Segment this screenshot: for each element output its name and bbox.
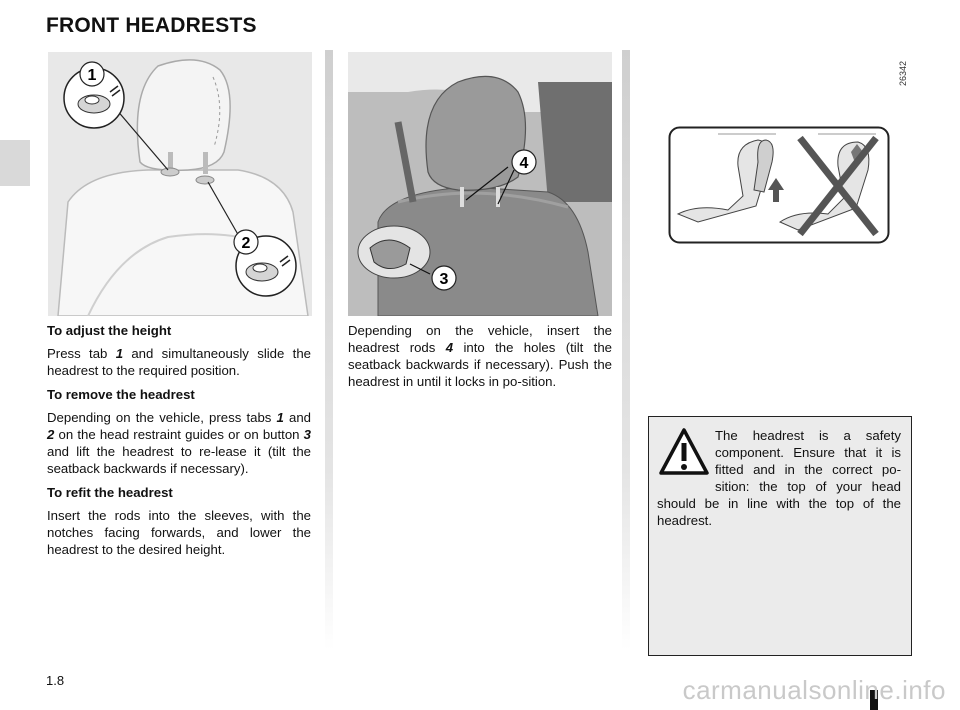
svg-text:1: 1	[87, 67, 97, 84]
figure-3-headrest-position	[668, 126, 890, 244]
remove-headrest-paragraph: Depending on the vehicle, press tabs 1 and 2 on the head restraint guides or on button 3 and lift the headrest to re-lease it (tilt the seatback backwards if necessary).	[47, 410, 311, 476]
svg-text:2: 2	[241, 235, 251, 252]
refit-headrest-paragraph: Insert the rods into the sleeves, with the notches facing forwards, and lower the headrest to the desired height.	[47, 508, 311, 557]
insert-rods-paragraph: Depending on the vehicle, insert the headrest rods 4 into the holes (tilt the seatback backwards if necessary). Push the headrest in until it locks in po-sition.	[348, 323, 612, 389]
callout-4	[512, 150, 536, 174]
figure-1-headrest-tabs	[48, 52, 312, 316]
svg-text:4: 4	[519, 155, 529, 172]
chapter-tab-marker	[0, 140, 30, 186]
adjust-height-paragraph: Press tab 1 and simultaneously slide the headrest to the required position.	[47, 346, 311, 378]
warning-text: The headrest is a safety component. Ensure that it is fitted and in the correct po-sition: the top of your head should be in line with the top of the headrest.	[657, 428, 901, 528]
svg-text:3: 3	[439, 271, 449, 288]
remove-headrest-heading: To remove the headrest	[47, 387, 195, 402]
callout-1	[80, 62, 104, 86]
left-column-text	[47, 322, 311, 565]
warning-box	[648, 416, 912, 656]
page-title: FRONT HEADRESTS	[46, 14, 257, 37]
adjust-height-heading: To adjust the height	[47, 323, 172, 338]
figure-3-code: 26342	[898, 60, 908, 86]
watermark: carmanualsonline.info	[682, 675, 946, 705]
column-divider-left	[325, 50, 333, 650]
page-number: 1.8	[46, 673, 65, 688]
callout-2	[234, 230, 258, 254]
column-divider-right	[622, 50, 630, 650]
middle-column-text	[348, 322, 612, 397]
callout-3	[432, 266, 456, 290]
refit-headrest-heading: To refit the headrest	[47, 485, 173, 500]
figure-2-headrest-rods	[348, 52, 612, 316]
